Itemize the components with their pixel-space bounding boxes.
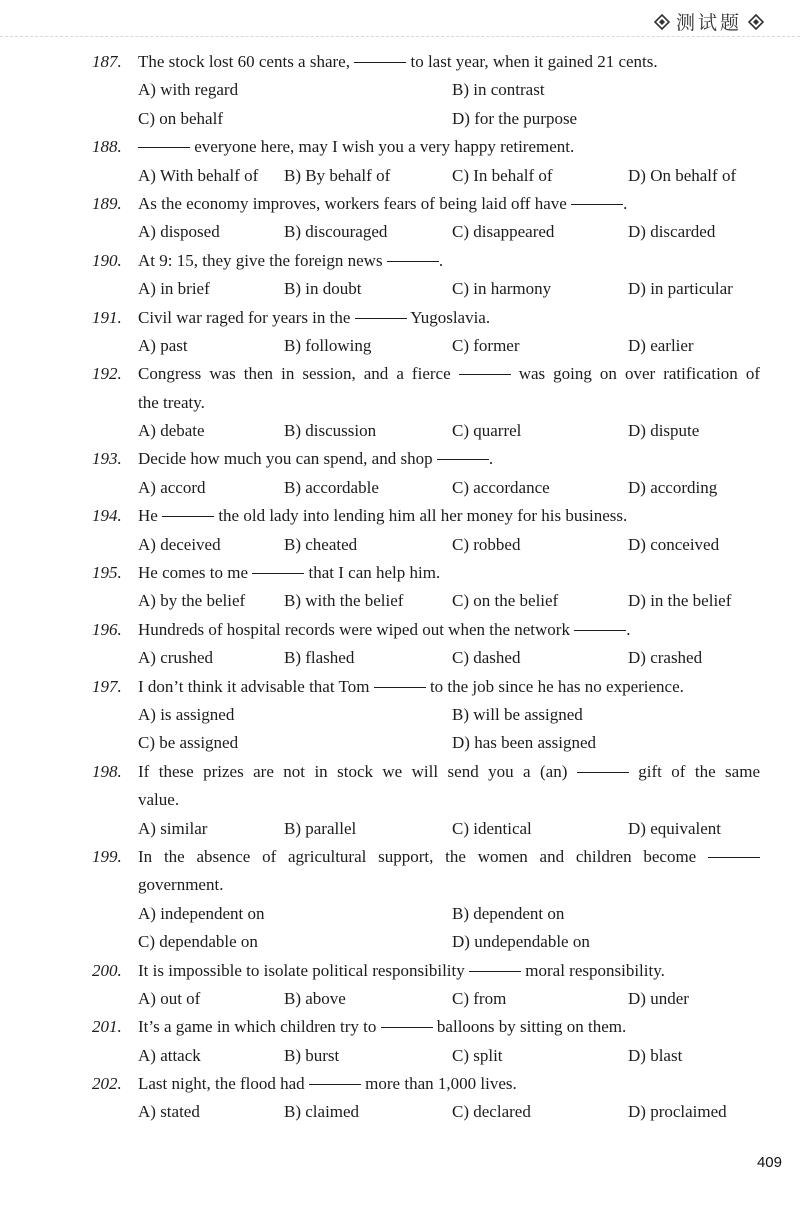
question-stem	[138, 360, 760, 388]
question-stem-line	[0, 1070, 800, 1098]
diamond-ornament-icon	[748, 14, 764, 30]
answer-option[interactable]: C) be assigned	[138, 733, 239, 753]
answer-option[interactable]: D) has been assigned	[452, 733, 596, 753]
stem-text: It is impossible to isolate political responsibility	[138, 960, 470, 980]
stem-text: Decide how much you can spend, and shop	[138, 449, 437, 469]
question-item	[0, 758, 800, 843]
stem-text: government.	[138, 875, 224, 895]
question-number: 194.	[92, 506, 122, 526]
question-stem-line	[0, 190, 800, 218]
answer-option[interactable]: C) dependable on	[138, 932, 258, 952]
answer-blank[interactable]	[162, 515, 214, 517]
answer-option[interactable]: B) above	[284, 988, 346, 1008]
answer-option[interactable]: C) dashed	[452, 648, 521, 668]
diamond-ornament-icon	[654, 14, 670, 30]
question-item	[0, 616, 800, 673]
answer-option[interactable]: B) in contrast	[452, 80, 545, 100]
question-number: 189.	[92, 193, 122, 213]
question-number: 199.	[92, 846, 122, 866]
options-row	[0, 587, 800, 615]
answer-blank[interactable]	[459, 373, 511, 375]
answer-option[interactable]: B) will be assigned	[452, 704, 583, 724]
answer-option[interactable]: A) With behalf of	[138, 165, 259, 185]
answer-option[interactable]: D) On behalf of	[628, 165, 737, 185]
question-stem-line	[0, 843, 800, 871]
answer-option[interactable]: D) equivalent	[628, 818, 721, 838]
stem-text: Last night, the flood had	[138, 1074, 309, 1094]
options-row	[0, 928, 800, 956]
answer-option[interactable]: A) past	[138, 335, 188, 355]
question-stem	[138, 1013, 760, 1041]
options-row	[0, 985, 800, 1013]
question-stem-line	[0, 673, 800, 701]
answer-option[interactable]: B) following	[284, 335, 372, 355]
page-number: 409	[756, 1154, 782, 1171]
stem-text: I don’t think it advisable that Tom	[138, 676, 374, 696]
answer-option[interactable]: D) undependable on	[452, 932, 590, 952]
question-item	[0, 502, 800, 559]
stem-text: moral responsibility.	[521, 960, 665, 980]
answer-option[interactable]: C) on behalf	[138, 108, 223, 128]
stem-text: to the job since he has no experience.	[425, 676, 684, 696]
question-stem	[138, 133, 760, 161]
options-row	[0, 218, 800, 246]
answer-blank[interactable]	[437, 458, 489, 460]
question-item	[0, 48, 800, 133]
options-row	[0, 1042, 800, 1070]
question-stem	[138, 445, 760, 473]
answer-option[interactable]: B) in doubt	[284, 279, 362, 299]
answer-option[interactable]: D) in particular	[628, 279, 733, 299]
question-number: 190.	[92, 250, 122, 270]
question-stem-line	[0, 1013, 800, 1041]
question-number: 195.	[92, 563, 122, 583]
answer-blank[interactable]	[138, 146, 190, 148]
answer-option[interactable]: B) dependent on	[452, 903, 565, 923]
question-item	[0, 673, 800, 758]
question-number: 198.	[92, 761, 122, 781]
answer-option[interactable]: B) discouraged	[284, 222, 388, 242]
question-stem	[138, 843, 760, 871]
answer-blank[interactable]	[387, 260, 439, 262]
answer-option[interactable]: B) By behalf of	[284, 165, 391, 185]
answer-option[interactable]: D) under	[628, 988, 689, 1008]
options-row	[0, 701, 800, 729]
question-stem	[138, 502, 760, 530]
answer-option[interactable]: C) on the belief	[452, 591, 559, 611]
answer-blank[interactable]	[309, 1083, 361, 1085]
question-number: 196.	[92, 619, 122, 639]
options-row	[0, 815, 800, 843]
question-stem-line	[0, 758, 800, 786]
question-stem-line	[0, 360, 800, 388]
stem-text: He comes to me	[138, 563, 253, 583]
question-stem-line	[0, 48, 800, 76]
answer-option[interactable]: B) discussion	[284, 421, 377, 441]
options-row	[0, 332, 800, 360]
question-stem	[138, 559, 760, 587]
question-item	[0, 1013, 800, 1070]
answer-blank[interactable]	[374, 686, 426, 688]
answer-option[interactable]: A) in brief	[138, 279, 210, 299]
answer-option[interactable]: A) crushed	[138, 648, 214, 668]
answer-option[interactable]: B) with the belief	[284, 591, 404, 611]
stem-text: value.	[138, 790, 180, 810]
answer-option[interactable]: C) former	[452, 335, 520, 355]
question-stem	[138, 673, 760, 701]
answer-option[interactable]: A) disposed	[138, 222, 220, 242]
question-item	[0, 190, 800, 247]
question-stem	[138, 616, 760, 644]
answer-option[interactable]: C) from	[452, 988, 507, 1008]
question-stem	[138, 1070, 760, 1098]
question-item	[0, 360, 800, 445]
question-list	[0, 48, 800, 1127]
question-stem-continuation	[0, 389, 800, 417]
stem-text: Hundreds of hospital records were wiped out when the network	[138, 619, 575, 639]
answer-option[interactable]: A) with regard	[138, 80, 239, 100]
question-stem	[138, 247, 760, 275]
answer-blank[interactable]	[381, 1026, 433, 1028]
stem-text: Civil war raged for years in the	[138, 307, 355, 327]
stem-text: to last year, when it gained 21 cents.	[406, 52, 658, 71]
question-stem-line	[0, 502, 800, 530]
question-stem-line	[0, 304, 800, 332]
answer-option[interactable]: D) in the belief	[628, 591, 732, 611]
stem-text: Congress was then in session, and a fierce	[138, 364, 459, 384]
answer-option[interactable]: A) attack	[138, 1045, 201, 1065]
answer-blank[interactable]	[708, 856, 760, 858]
question-stem-line	[0, 616, 800, 644]
answer-blank[interactable]	[571, 203, 623, 205]
stem-text: .	[488, 449, 494, 469]
stem-text: The stock lost 60 cents a share,	[138, 52, 355, 71]
question-number: 188.	[92, 137, 122, 157]
stem-text: balloons by sitting on them.	[432, 1017, 627, 1037]
header-title: 测试题	[675, 12, 742, 34]
stem-text: .	[623, 193, 628, 213]
header-divider	[0, 36, 800, 37]
answer-option[interactable]: C) in harmony	[452, 279, 552, 299]
answer-blank[interactable]	[574, 629, 626, 631]
question-number: 191.	[92, 307, 122, 327]
answer-option[interactable]: B) accordable	[284, 477, 379, 497]
stem-text: As the economy improves, workers fears of being laid off have	[138, 193, 572, 213]
answer-option[interactable]: B) parallel	[284, 818, 357, 838]
question-number: 197.	[92, 676, 122, 696]
question-number: 192.	[92, 364, 122, 384]
answer-option[interactable]: D) blast	[628, 1045, 683, 1065]
question-number: 200.	[92, 960, 122, 980]
answer-option[interactable]: B) burst	[284, 1045, 340, 1065]
options-row	[0, 474, 800, 502]
answer-option[interactable]: B) cheated	[284, 534, 358, 554]
options-row	[0, 275, 800, 303]
stem-text: the old lady into lending him all her money for his business.	[214, 506, 628, 526]
answer-option[interactable]: D) proclaimed	[628, 1102, 727, 1122]
answer-option[interactable]: A) out of	[138, 988, 201, 1008]
answer-option[interactable]: D) according	[628, 477, 718, 497]
answer-option[interactable]: D) conceived	[628, 534, 720, 554]
answer-option[interactable]: A) independent on	[138, 903, 265, 923]
question-stem-line	[0, 559, 800, 587]
page-header	[654, 8, 764, 35]
answer-option[interactable]: C) robbed	[452, 534, 521, 554]
answer-option[interactable]: D) discarded	[628, 222, 716, 242]
stem-text: .	[438, 250, 444, 270]
answer-option[interactable]: D) dispute	[628, 421, 700, 441]
question-stem-line	[0, 247, 800, 275]
answer-option[interactable]: C) declared	[452, 1102, 531, 1122]
options-row	[0, 729, 800, 757]
question-item	[0, 843, 800, 957]
answer-option[interactable]: C) accordance	[452, 477, 550, 497]
stem-text: If these prizes are not in stock we will send you a (an)	[138, 761, 577, 781]
question-stem	[138, 758, 760, 786]
answer-option[interactable]: A) deceived	[138, 534, 221, 554]
stem-text: that I can help him.	[304, 563, 441, 583]
question-item	[0, 445, 800, 502]
stem-text: Yugoslavia.	[406, 307, 491, 327]
question-item	[0, 957, 800, 1014]
question-stem	[138, 304, 760, 332]
answer-option[interactable]: D) crashed	[628, 648, 703, 668]
answer-option[interactable]: B) claimed	[284, 1102, 360, 1122]
options-row	[0, 105, 800, 133]
stem-text: the treaty.	[138, 392, 205, 412]
question-item	[0, 304, 800, 361]
question-item	[0, 1070, 800, 1127]
stem-text: In the absence of agricultural support, the women and children become	[138, 846, 708, 866]
stem-text: more than 1,000 lives.	[360, 1074, 517, 1094]
question-stem	[138, 48, 760, 76]
options-row	[0, 644, 800, 672]
answer-option[interactable]: A) stated	[138, 1102, 200, 1122]
options-row	[0, 1098, 800, 1126]
answer-blank[interactable]	[354, 61, 406, 63]
answer-option[interactable]: B) flashed	[284, 648, 355, 668]
question-stem-continuation	[0, 871, 800, 899]
answer-blank[interactable]	[355, 317, 407, 319]
question-item	[0, 133, 800, 190]
stem-text: was going on over ratification of	[510, 364, 760, 384]
question-stem-line	[0, 957, 800, 985]
question-item	[0, 247, 800, 304]
answer-option[interactable]: C) split	[452, 1045, 503, 1065]
answer-blank[interactable]	[469, 970, 521, 972]
options-row	[0, 900, 800, 928]
answer-option[interactable]: C) quarrel	[452, 421, 522, 441]
question-stem	[138, 190, 760, 218]
stem-text: At 9: 15, they give the foreign news	[138, 250, 387, 270]
answer-option[interactable]: C) In behalf of	[452, 165, 553, 185]
options-row	[0, 531, 800, 559]
stem-text: gift of the same	[628, 761, 760, 781]
answer-option[interactable]: A) is assigned	[138, 704, 235, 724]
question-stem	[138, 957, 760, 985]
answer-option[interactable]: A) by the belief	[138, 591, 246, 611]
question-stem-continuation	[0, 786, 800, 814]
question-number: 193.	[92, 449, 122, 469]
answer-option[interactable]: C) disappeared	[452, 222, 555, 242]
options-row	[0, 76, 800, 104]
stem-text: .	[626, 619, 631, 639]
question-number: 201.	[92, 1017, 122, 1037]
stem-text: It’s a game in which children try to	[138, 1017, 381, 1037]
question-item	[0, 559, 800, 616]
answer-option[interactable]: D) earlier	[628, 335, 694, 355]
question-stem-line	[0, 445, 800, 473]
answer-option[interactable]: A) debate	[138, 421, 205, 441]
answer-option[interactable]: A) similar	[138, 818, 208, 838]
answer-blank[interactable]	[577, 771, 629, 773]
stem-text: He	[138, 506, 163, 526]
options-row	[0, 417, 800, 445]
answer-blank[interactable]	[252, 572, 304, 574]
question-stem-line	[0, 133, 800, 161]
answer-option[interactable]: D) for the purpose	[452, 108, 578, 128]
options-row	[0, 162, 800, 190]
question-number: 187.	[92, 52, 122, 71]
question-number: 202.	[92, 1074, 122, 1094]
stem-text: everyone here, may I wish you a very happy retirement.	[190, 137, 575, 157]
answer-option[interactable]: C) identical	[452, 818, 532, 838]
answer-option[interactable]: A) accord	[138, 477, 206, 497]
